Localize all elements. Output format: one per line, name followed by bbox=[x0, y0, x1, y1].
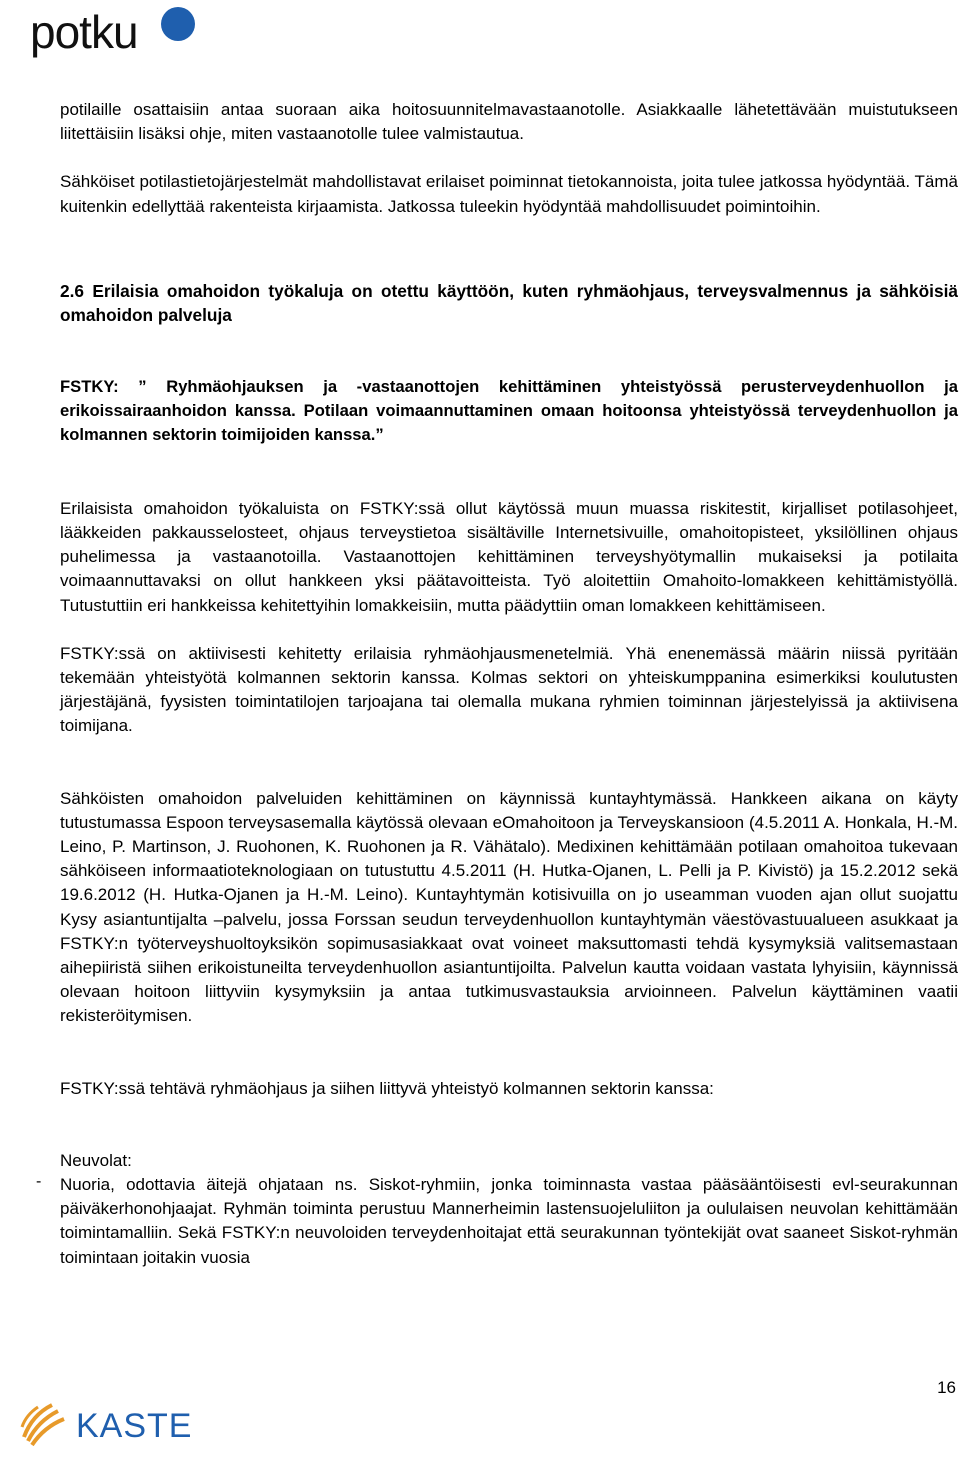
list-item-text: Nuoria, odottavia äitejä ohjataan ns. Siskot-ryhmiin, jonka toiminnasta vastaa pääsääntöisesti evl-seurakunnan päiväkerhonohjaajat. Ryhmän toiminta perustuu Mannerheimin lastensuojeluliiton ja oululaisen neuvolan kehittämään toimintamalliin. Sekä FSTKY:n neuvoloiden terveydenhoitajat että seurakunnan työntekijät ovat saaneet Siskot-ryhmän toimintaan joitakin vuosia bbox=[60, 1175, 958, 1267]
list-item bbox=[36, 1173, 958, 1270]
kaste-logo bbox=[18, 1397, 228, 1453]
paragraph: Sähköiset potilastietojärjestelmät mahdollistavat erilaiset poiminnat tietokannoista, joita tulee jatkossa hyödyntää. Tämä kuitenkin edellyttää rakenteista kirjaamista. Jatkossa tuleekin hyödyntää mahdollisuudet poimintoihin. bbox=[60, 172, 958, 216]
paragraph: Sähköisten omahoidon palveluiden kehittäminen on käynnissä kuntayhtymässä. Hankkeen aikana on käyty tutustumassa Espoon terveysasemalla käytössä olevaan eOmahoitoon ja Terveyskansioon (4.5.2011 A. Honkala, H.-M. Leino, P. Martinson, J. Ruohonen, K. Ruohonen ja R. Vähätalo). Medixinen kehittämään potilaan omahoitoa tukevaan sähköiseen informaatioteknologiaan on tutustuttu 4.5.2011 (H. Hutka-Ojanen, L. Pelli ja P. Kivistö) ja 15.2.2012 sekä 19.6.2012 (H. Hutka-Ojanen ja H.-M. Leino). Kuntayhtymän kotisivuilla on jo useamman vuoden ajan ollut suojattu Kysy asiantuntijalta –palvelu, jossa Forssan seudun terveydenhuollon kuntayhtymän väestövastuualueen asukkaat ja FSTKY:n työterveyshuoltoyksikön sopimusasiakkaat ovat voineet maksuttomasti tehdä kysymyksiä valitsemastaan aihepiiristä siihen erikoistuneilta terveydenhuollon asiantuntijoilta. Palvelun kautta voidaan vastata lyhyisiin, käynnissä olevaan hoitoon liittyviin kysymyksiin ja antaa tutkimusvastauksia arvioinneen. Palvelun käyttäminen vaatii rekisteröitymisen. bbox=[60, 788, 958, 1026]
paragraph: FSTKY:ssä tehtävä ryhmäohjaus ja siihen liittyvä yhteistyö kolmannen sektorin kanssa: bbox=[60, 1078, 714, 1098]
paragraph: potilaille osattaisiin antaa suoraan aika hoitosuunnitelmavastaanotolle. Asiakkaalle lähetettävään muistutukseen liitettäisiin lisäksi ohje, miten vastaanotolle tulee valmistautua. bbox=[60, 100, 958, 144]
document-body bbox=[36, 98, 958, 1270]
potku-logo bbox=[28, 2, 198, 60]
paragraph: FSTKY:ssä on aktiivisesti kehitetty erilaisia ryhmäohjausmenetelmiä. Yhä enenemässä määrin niissä pyritään tekemään yhteistyötä kolmannen sektorin kanssa. Kolmas sektori on yhteiskumppanina esimerkiksi koulutusten järjestäjänä, fyysisten toimintatilojen tarjoajana tai olemalla mukana ryhmien toiminnan järjestelyissä ja aktiivisena toimijana. bbox=[60, 643, 958, 736]
fstky-quote: FSTKY: ” Ryhmäohjauksen ja -vastaanottojen kehittäminen yhteistyössä perusterveydenhuollon ja erikoissairaanhoidon kanssa. Potilaan voimaannuttaminen omaan hoitoonsa yhteistyössä terveydenhuollon ja kolmannen sektorin toimijoiden kanssa.” bbox=[60, 376, 958, 444]
page-number: 16 bbox=[937, 1378, 956, 1397]
kaste-logo-mark bbox=[22, 1405, 64, 1445]
potku-logo-dot bbox=[161, 7, 195, 41]
paragraph: Erilaisista omahoidon työkaluista on FSTKY:ssä ollut käytössä muun muassa riskitestit, kirjalliset potilasohjeet, lääkkeiden pakkausselosteet, ohjaus terveystietoa sisältäville Internetsivuille, omahoitopisteet, yksilöllinen ohjaus puhelimessa ja vastaanotoilla. Vastaanottojen kehittäminen terveyshyötymallin mukaiseksi ja potilaita voimaannuttavaksi on ollut hankkeen yksi päätavoitteista. Työ aloitettiin Omahoito-lomakkeen kehittämistyöllä. Tutustuttiin eri hankkeissa kehitettyihin lomakkeisiin, mutta päädyttiin oman lomakkeen kehittämiseen. bbox=[60, 498, 958, 615]
list-label: Neuvolat: bbox=[60, 1150, 132, 1170]
kaste-logo-text: KASTE bbox=[76, 1407, 193, 1445]
list-dash: - bbox=[36, 1173, 42, 1191]
potku-logo-text: potku bbox=[30, 6, 138, 58]
section-heading: 2.6 Erilaisia omahoidon työkaluja on otettu käyttöön, kuten ryhmäohjaus, terveysvalmennus ja sähköisiä omahoidon palveluja bbox=[60, 280, 958, 325]
